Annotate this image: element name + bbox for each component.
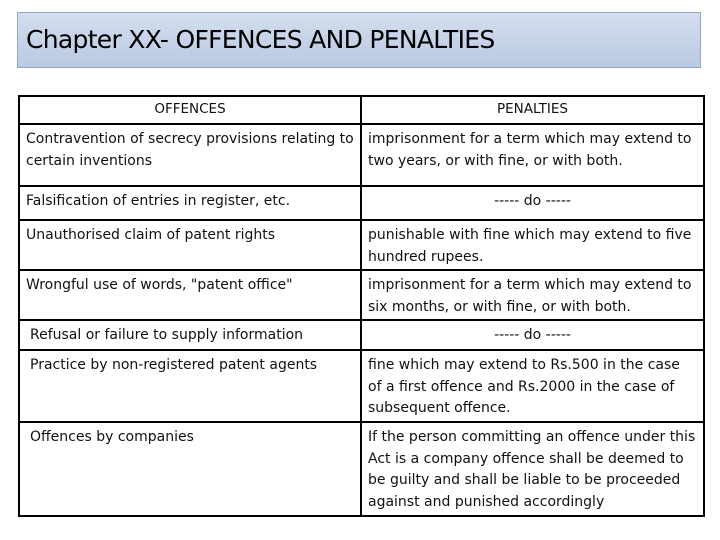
penalty-cell: ----- do ----- [361,320,704,350]
penalty-cell: fine which may extend to Rs.500 in the case of a first offence and Rs.2000 in the case of subsequent offence. [361,350,704,422]
penalty-cell: imprisonment for a term which may extend to six months, or with fine, or with both. [361,270,704,320]
table-row [19,124,704,186]
offences-penalties-table [18,95,705,517]
column-header-offences: OFFENCES [19,96,361,124]
offence-cell: Wrongful use of words, "patent office" [19,270,361,320]
title-banner [17,12,701,68]
offence-cell: Falsification of entries in register, etc. [19,186,361,220]
penalty-cell: punishable with fine which may extend to five hundred rupees. [361,220,704,270]
penalty-cell: If the person committing an offence under this Act is a company offence shall be deemed to be guilty and shall be liable to be proceeded against and punished accordingly [361,422,704,516]
column-header-penalties: PENALTIES [361,96,704,124]
table-row [19,270,704,320]
table-row [19,186,704,220]
penalty-cell: ----- do ----- [361,186,704,220]
offence-cell: Offences by companies [19,422,361,516]
offence-cell: Unauthorised claim of patent rights [19,220,361,270]
offence-cell: Practice by non-registered patent agents [19,350,361,422]
table-row [19,320,704,350]
table-row [19,220,704,270]
offence-cell: Contravention of secrecy provisions relating to certain inventions [19,124,361,186]
table-row [19,422,704,516]
table-row [19,350,704,422]
table-header-row [19,96,704,124]
penalty-cell: imprisonment for a term which may extend to two years, or with fine, or with both. [361,124,704,186]
offence-cell: Refusal or failure to supply information [19,320,361,350]
page-title: Chapter XX- OFFENCES AND PENALTIES [26,25,495,54]
